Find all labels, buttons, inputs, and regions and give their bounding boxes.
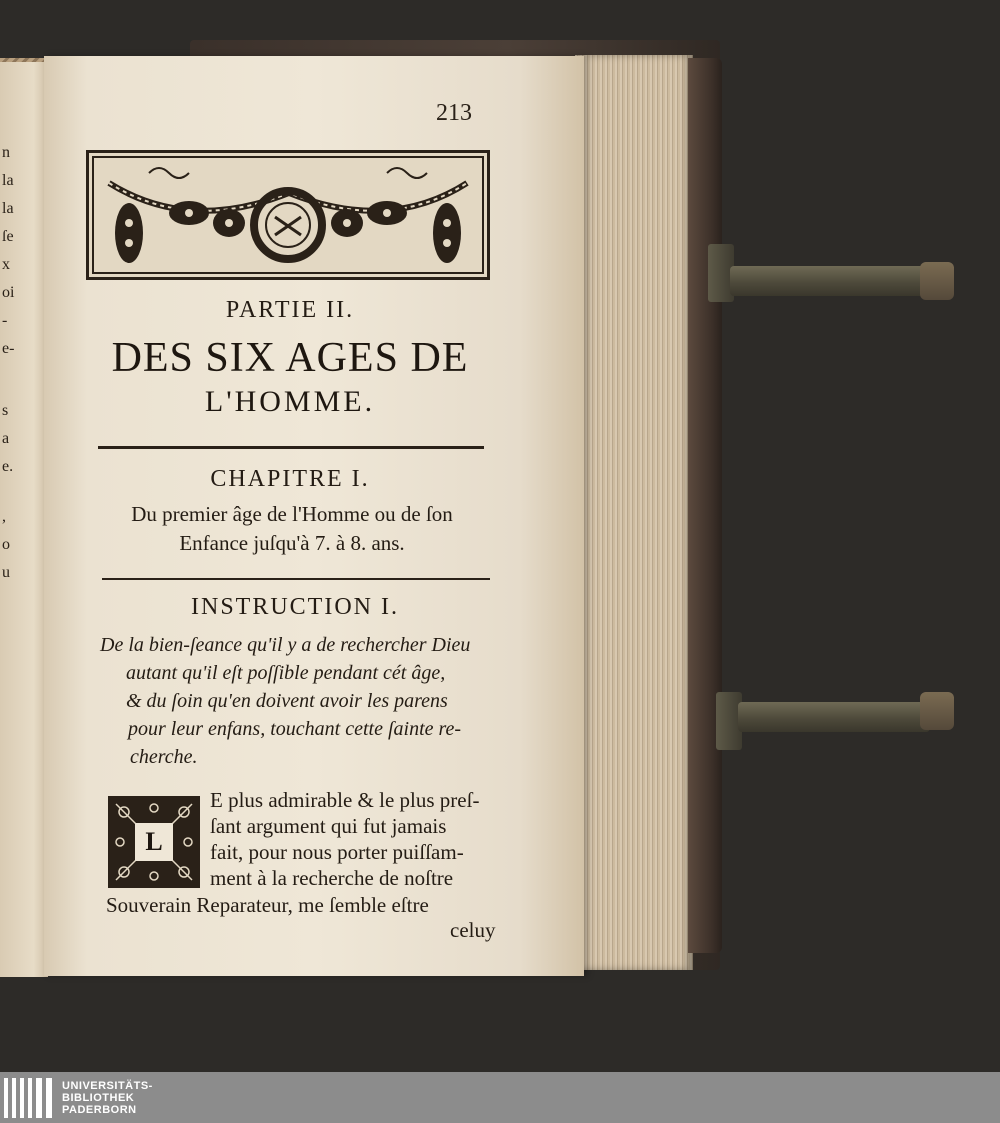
chapter-title-line: Du premier âge de l'Homme ou de ſon <box>131 502 453 526</box>
divider-rule <box>102 578 490 580</box>
instruction-line: pour leur enfans, touchant cette ſainte re- <box>128 718 462 740</box>
library-name-line: PADERBORN <box>62 1103 137 1116</box>
title-line-2: L'HOMME. <box>204 385 376 418</box>
left-fragment: oi <box>2 284 15 301</box>
catchword: celuy <box>450 918 496 942</box>
page-number: 213 <box>436 100 472 126</box>
divider-rule <box>98 446 484 449</box>
page-edges <box>575 55 693 970</box>
clasp-top-end <box>920 262 954 300</box>
ornament-headpiece <box>86 150 490 280</box>
left-fragment: la <box>2 172 14 189</box>
left-fragment: e- <box>2 340 15 357</box>
drop-cap-ornament <box>108 796 200 888</box>
body-text-line: Souverain Reparateur, me ſemble eſtre <box>106 893 429 917</box>
library-logo-icon <box>4 1078 52 1118</box>
instruction-heading: INSTRUCTION I. <box>191 594 399 620</box>
left-fragment: a <box>2 430 10 447</box>
left-fragment: , <box>2 508 6 525</box>
chapter-title-line: Enfance juſqu'à 7. à 8. ans. <box>179 531 405 555</box>
left-page <box>0 62 48 977</box>
body-text-line: ment à la recherche de noſtre <box>210 866 454 890</box>
left-fragment: e. <box>2 458 14 475</box>
library-footer <box>0 1072 1000 1123</box>
library-name-line: UNIVERSITÄTS- <box>62 1079 153 1092</box>
instruction-line: cherche. <box>130 746 198 768</box>
chapter-title <box>92 500 492 558</box>
section-heading: PARTIE II. <box>225 297 355 323</box>
left-fragment: - <box>2 312 8 329</box>
clasp-bottom <box>738 702 930 732</box>
body-text-line: ſant argument qui fut jamais <box>210 814 447 838</box>
clasp-top <box>730 266 930 296</box>
left-fragment: n <box>2 144 10 161</box>
chapter-heading: CHAPITRE I. <box>210 466 370 492</box>
body-text-line: E plus admirable & le plus preſ- <box>210 788 480 812</box>
drop-cap-letter: L <box>135 823 173 861</box>
left-fragment: ſe <box>2 228 14 245</box>
cover-fore-edge <box>688 58 722 953</box>
left-fragment: o <box>2 536 10 553</box>
left-fragment: s <box>2 402 9 419</box>
library-name <box>62 1080 153 1116</box>
instruction-line: & du ſoin qu'en doivent avoir les parens <box>126 690 448 712</box>
left-fragment: u <box>2 564 10 581</box>
garland-ornament <box>89 153 487 277</box>
left-fragment: x <box>2 256 10 273</box>
clasp-bottom-end <box>920 692 954 730</box>
title-line-1: DES SIX AGES DE <box>111 335 469 381</box>
instruction-line: De la bien-ſeance qu'il y a de rechercher Dieu <box>100 634 471 656</box>
library-name-line: BIBLIOTHEK <box>62 1091 135 1104</box>
body-text-line: fait, pour nous porter puiſſam- <box>210 840 464 864</box>
left-fragment: la <box>2 200 14 217</box>
instruction-line: autant qu'il eſt poſſible pendant cét âge, <box>126 662 446 684</box>
